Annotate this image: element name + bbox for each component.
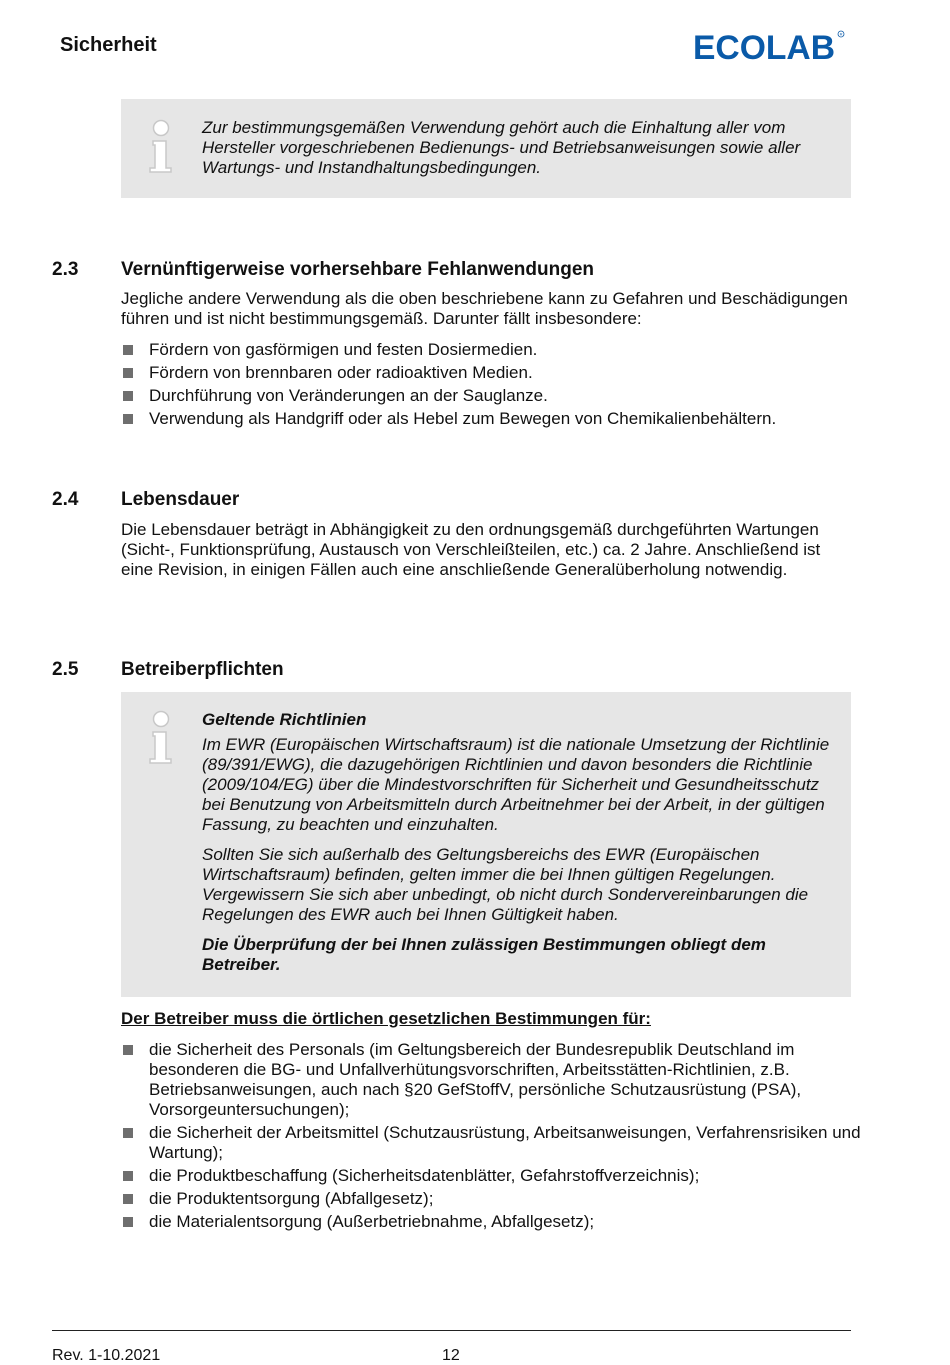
list-item: Fördern von gasförmigen und festen Dosiermedien. xyxy=(121,340,861,360)
bullet-square-icon xyxy=(123,391,133,401)
page-header-title: Sicherheit xyxy=(60,34,157,56)
info-text-intended-use: Zur bestimmungsgemäßen Verwendung gehört auch die Einhaltung aller vom Hersteller vorgeschriebenen Bedienungs- und Betriebsanweisungen sowie aller Wartungs- und Instandhaltungsbedingungen. xyxy=(202,118,801,177)
info-box-intended-use xyxy=(121,99,851,198)
info-paragraph: Sollten Sie sich außerhalb des Geltungsbereichs des EWR (Europäischen Wirtschaftsraum) befinden, gelten immer die bei Ihnen gültigen Regelungen. Vergewissern Sie sich aber unbedingt, ob nicht durch Sondervereinbarungen die Regelungen des EWR auch bei Ihnen Gültigkeit haben. xyxy=(202,845,809,924)
info-box-directives xyxy=(121,692,851,997)
logo-text: ECOLAB xyxy=(693,29,835,64)
info-text-directives xyxy=(202,710,842,975)
section-title: Vernünftigerweise vorhersehbare Fehlanwendungen xyxy=(121,259,595,280)
list-item: die Produktentsorgung (Abfallgesetz); xyxy=(121,1189,861,1209)
list-item: die Produktbeschaffung (Sicherheitsdatenblätter, Gefahrstoffverzeichnis); xyxy=(121,1166,861,1186)
misuse-list xyxy=(121,340,861,432)
list-item: Verwendung als Handgriff oder als Hebel zum Bewegen von Chemikalienbehältern. xyxy=(121,409,861,429)
bullet-square-icon xyxy=(123,345,133,355)
section-number: 2.3 xyxy=(52,259,79,280)
bullet-square-icon xyxy=(123,1128,133,1138)
bullet-square-icon xyxy=(123,1045,133,1055)
bullet-square-icon xyxy=(123,1217,133,1227)
info-heading: Geltende Richtlinien xyxy=(202,710,367,729)
section-text: Die Lebensdauer beträgt in Abhängigkeit zu den ordnungsgemäß durchgeführten Wartungen (Sicht-, Funktionsprüfung, Austausch von Verschleißteilen, etc.) ca. 2 Jahre. Anschließend ist eine Revision, in einigen Fällen auch eine anschließende Generalüberholung notwendig. xyxy=(121,520,821,579)
duty-heading: Der Betreiber muss die örtlichen gesetzlichen Bestimmungen für: xyxy=(121,1009,651,1028)
section-intro: Jegliche andere Verwendung als die oben beschriebene kann zu Gefahren und Beschädigungen führen und ist nicht bestimmungsgemäß. Darunter fällt insbesondere: xyxy=(121,289,848,328)
list-item: die Sicherheit der Arbeitsmittel (Schutzausrüstung, Arbeitsanweisungen, Verfahrensrisiken und Wartung); xyxy=(121,1123,861,1163)
info-icon xyxy=(147,119,177,175)
bullet-square-icon xyxy=(123,414,133,424)
bullet-square-icon xyxy=(123,1194,133,1204)
info-paragraph: Im EWR (Europäischen Wirtschaftsraum) ist die nationale Umsetzung der Richtlinie (89/391/EWG), die dazugehörigen Richtlinien und davon besonders die Richtlinie (2009/104/EG) über die Mindestvorschriften für Sicherheit und Gesundheitsschutz bei Benutzung von Arbeitsmitteln durch Arbeitnehmer bei der Arbeit, in der gültigen Fassung, zu beachten und einzuhalten. xyxy=(202,735,830,834)
list-item: Durchführung von Veränderungen an der Sauglanze. xyxy=(121,386,861,406)
duty-list xyxy=(121,1040,861,1235)
bullet-square-icon xyxy=(123,1171,133,1181)
footer-divider xyxy=(52,1330,851,1331)
section-number: 2.5 xyxy=(52,659,79,680)
ecolab-logo xyxy=(693,28,845,64)
list-item: die Sicherheit des Personals (im Geltungsbereich der Bundesrepublik Deutschland im besonderen die BG- und Unfallverhütungsvorschriften, Arbeitsstätten-Richtlinien, z.B. Betriebsanweisungen, auch nach §20 GefStoffV, persönliche Schutzausrüstung (PSA), Vorsorgeuntersuchungen); xyxy=(121,1040,861,1120)
svg-text:R: R xyxy=(839,31,843,37)
section-number: 2.4 xyxy=(52,489,79,510)
list-item: die Materialentsorgung (Außerbetriebnahme, Abfallgesetz); xyxy=(121,1212,861,1232)
page-number: 12 xyxy=(442,1347,460,1364)
bullet-square-icon xyxy=(123,368,133,378)
info-icon xyxy=(147,710,177,766)
section-title: Lebensdauer xyxy=(121,489,240,510)
info-paragraph-bold: Die Überprüfung der bei Ihnen zulässigen Bestimmungen obliegt dem Betreiber. xyxy=(202,935,766,974)
list-item: Fördern von brennbaren oder radioaktiven Medien. xyxy=(121,363,861,383)
footer-revision: Rev. 1-10.2021 xyxy=(52,1347,161,1364)
section-title: Betreiberpflichten xyxy=(121,659,284,680)
